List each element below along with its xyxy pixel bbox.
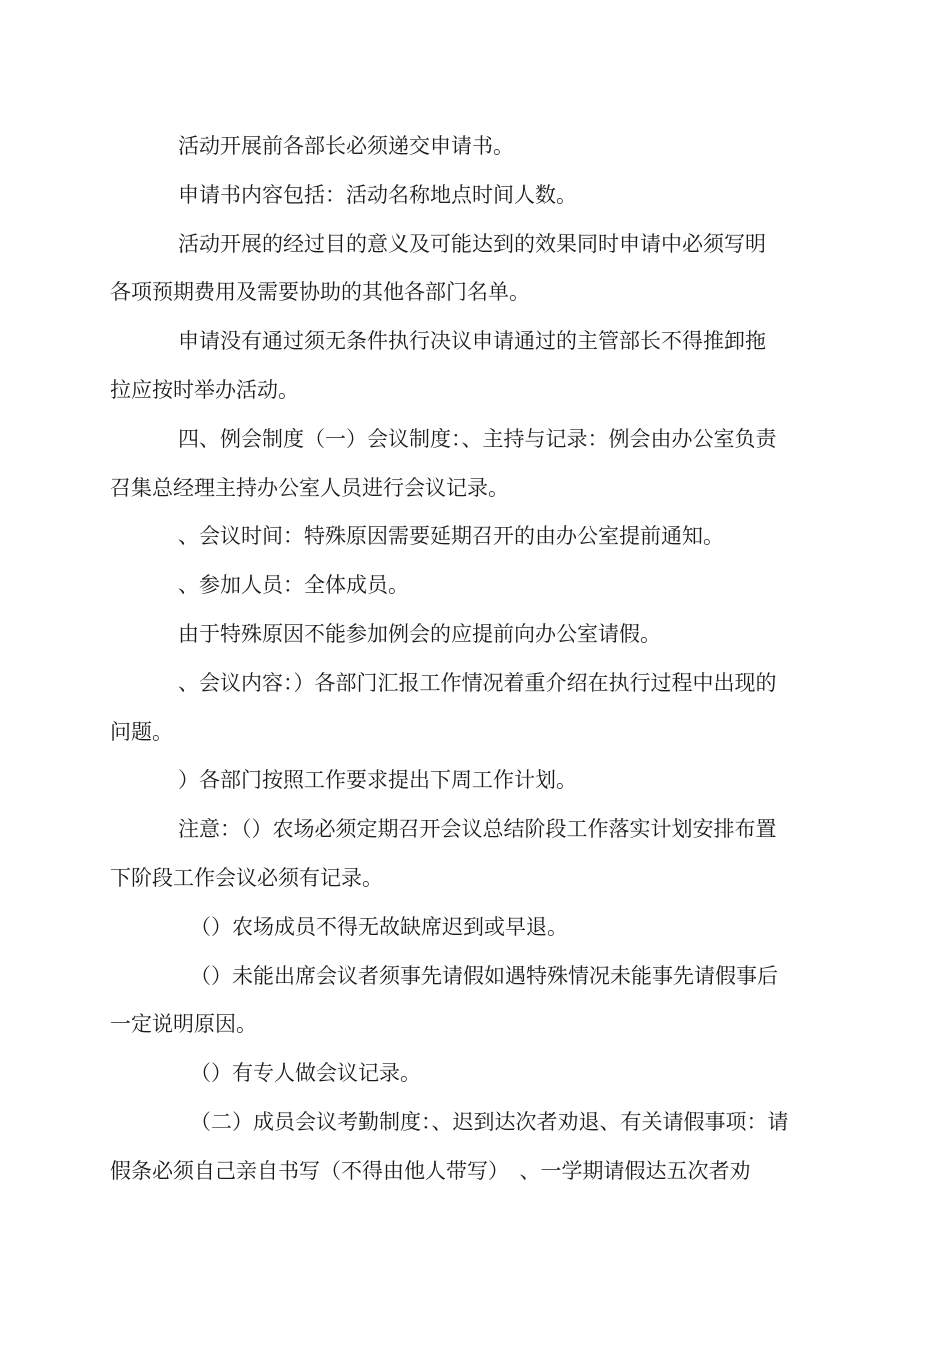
paragraph-meeting-time: [144, 512, 804, 561]
paragraph-application-contents: [144, 171, 804, 220]
text-line: ）各部门按照工作要求提出下周工作计划。: [178, 768, 577, 793]
paragraph-notice: [110, 805, 804, 903]
paragraph-no-absence: [144, 903, 804, 952]
paragraph-weekly-plan: [144, 756, 804, 805]
text-line: 、参加人员：全体成员。: [178, 573, 409, 598]
paragraph-meeting-content: [110, 659, 804, 757]
paragraph-application-rejected: [110, 317, 804, 415]
text-line: 四、例会制度（一）会议制度：、主持与记录：例会由办公室负责: [178, 426, 777, 451]
text-line: 、会议时间：特殊原因需要延期召开的由办公室提前通知。: [178, 524, 724, 549]
text-line: 假条必须自己亲自书写（不得由他人带写） 、一学期请假达五次者劝: [110, 1158, 751, 1183]
text-line: （）未能出席会议者须事先请假如遇特殊情况未能事先请假事后: [190, 963, 778, 988]
paragraph-leave-request: [144, 610, 804, 659]
paragraph-minutes: [144, 1049, 804, 1098]
text-line: 由于特殊原因不能参加例会的应提前向办公室请假。: [178, 621, 661, 646]
text-line: 、会议内容：）各部门汇报工作情况着重介绍在执行过程中出现的: [178, 670, 777, 695]
text-line: 问题。: [110, 719, 173, 744]
text-line: （）农场成员不得无故缺席迟到或早退。: [190, 914, 568, 939]
text-line: （）有专人做会议记录。: [190, 1061, 421, 1086]
paragraph-application-submission: [144, 122, 804, 171]
document-body: [110, 122, 804, 1196]
text-line: 下阶段工作会议必须有记录。: [110, 865, 383, 890]
text-line: 申请没有通过须无条件执行决议申请通过的主管部长不得推卸拖: [178, 329, 766, 354]
text-line: 申请书内容包括：活动名称地点时间人数。: [178, 182, 577, 207]
paragraph-activity-purpose: [110, 220, 804, 318]
text-line: 一定说明原因。: [110, 1012, 257, 1037]
text-line: 注意：（）农场必须定期召开会议总结阶段工作落实计划安排布置: [178, 817, 777, 842]
text-line: 活动开展前各部长必须递交申请书。: [178, 134, 514, 158]
paragraph-attendance-system: [110, 1098, 804, 1196]
paragraph-meeting-system: [110, 415, 804, 513]
paragraph-attendees: [144, 561, 804, 610]
text-line: 各项预期费用及需要协助的其他各部门名单。: [110, 280, 530, 305]
paragraph-absence-explanation: [110, 952, 804, 1050]
text-line: 活动开展的经过目的意义及可能达到的效果同时申请中必须写明: [178, 231, 766, 256]
text-line: 召集总经理主持办公室人员进行会议记录。: [110, 475, 509, 500]
text-line: 拉应按时举办活动。: [110, 377, 299, 402]
text-line: （二）成员会议考勤制度：、迟到达次者劝退、有关请假事项：请: [190, 1109, 789, 1134]
